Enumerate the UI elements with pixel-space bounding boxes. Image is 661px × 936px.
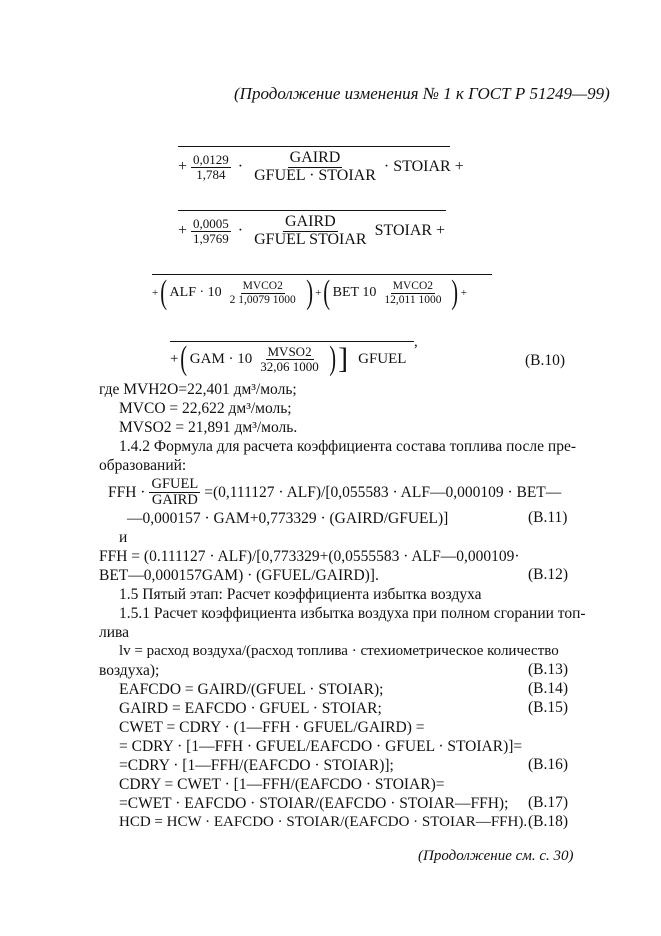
- formula-b12-line2: BET—0,000157GAM) · (GFUEL/GAIRD)].: [99, 567, 379, 584]
- section-1-4-2: 1.4.2 Формула для расчета коэффициента состава топлива после пре-: [119, 438, 576, 455]
- overline: [178, 146, 450, 147]
- formula-b16-line3: =CDRY · [1—FFH/(EAFCDO · STOIAR)];: [119, 757, 394, 774]
- formula-b10-line1: + $\frac{0,0129}{1,784}$ · $\frac{\text{GAIRD}}{\text{GFUEL · STOIAR}}$ · STOIAR +: [178, 149, 464, 184]
- formula-b16-line1: CWET = CDRY · (1—FFH · GFUEL/GAIRD) =: [119, 719, 425, 736]
- close-paren: ): [451, 274, 459, 311]
- formula-b17-line1: CDRY = CWET · [1—FFH/(EAFCDO · STOIAR)=: [119, 776, 445, 793]
- constant-mvso2: MVSO2 = 21,891 дм³/моль.: [119, 419, 298, 436]
- fraction: $\frac{\text{MVCO2}}{2 1,0079 1000}$: [229, 280, 296, 306]
- fraction: $\frac{0,0005}{1,9769}$: [193, 216, 229, 246]
- fraction: $\frac{\text{MVCO2}}{12,011 1000}$: [384, 280, 442, 306]
- equation-number: (B.17): [528, 794, 569, 811]
- conjunction: и: [119, 529, 128, 546]
- formula-b10-line3: + ( ALF · 10 $\frac{\text{MVCO2}}{2 1,0079 1000}$ ) + ( BET 10 $\frac{\text{MVCO2}}{12,011 1000}$ ) +: [152, 274, 467, 311]
- formula-b11: FFH · $\frac{\text{GFUEL}}{\text{GAIRD}}$ =(0,111127 · ALF)/[0,055583 · ALF—0,000109 · BET—: [108, 476, 562, 509]
- formula-b11-line2: —0,000157 · GAM+0,773329 · (GAIRD/GFUEL)]: [127, 510, 449, 527]
- fraction: $\frac{\text{GAIRD}}{\text{GFUEL · STOIAR}}$: [254, 149, 376, 184]
- close-paren: ): [329, 340, 336, 377]
- fraction: $\frac{\text{GAIRD}}{\text{GFUEL STOIAR}}$: [254, 213, 367, 248]
- equation-number: (B.16): [528, 756, 569, 773]
- formula-b17-line2: =CWET · EAFCDO · STOIAR/(EAFCDO · STOIAR—FFH);: [119, 795, 509, 812]
- plus-sign: +: [178, 158, 188, 176]
- formula-b10-line2: + $\frac{0,0005}{1,9769}$ · $\frac{\text{GAIRD}}{\text{GFUEL STOIAR}}$ STOIAR +: [178, 213, 446, 248]
- formula-b14: EAFCDO = GAIRD/(GFUEL · STOIAR);: [119, 681, 384, 698]
- constant-mvh2o: где MVH2O=22,401 дм³/моль;: [99, 381, 297, 398]
- section-1-5-1: 1.5.1 Расчет коэффициента избытка воздуха при полном сгорании топ-: [119, 605, 586, 622]
- equation-number: (B.12): [528, 566, 569, 583]
- formula-b12-line1: FFH = (0.111127 · ALF)/[0,773329+(0,0555583 · ALF—0,000109·: [99, 548, 520, 565]
- equation-number: (B.14): [528, 680, 569, 697]
- equation-number: (B.10): [525, 352, 566, 369]
- constant-mvco: MVCO = 22,622 дм³/моль;: [119, 400, 292, 417]
- equation-number: (B.13): [528, 661, 569, 678]
- overline: [152, 274, 492, 275]
- overline: [178, 210, 446, 211]
- continuation-note: (Продолжение см. с. 30): [418, 848, 574, 864]
- fraction: $\frac{\text{MVSO2}}{32,06 1000}$: [260, 343, 319, 374]
- running-header: (Продолжение изменения № 1 к ГОСТ Р 51249—99): [234, 84, 610, 103]
- section-1-5-title: 1.5 Пятый этап: Расчет коэффициента избытка воздуха: [119, 586, 482, 603]
- formula-b13-line2: воздуха);: [99, 662, 160, 679]
- equation-number: (B.15): [528, 699, 569, 716]
- comma: ,: [414, 334, 418, 350]
- section-1-4-2-cont: образований:: [99, 457, 187, 474]
- equation-number: (B.11): [528, 509, 568, 526]
- formula-b13-line1: lv = расход воздуха/(расход топлива · стехиометрическое количество: [119, 643, 559, 659]
- open-paren: (: [180, 340, 188, 377]
- fraction: $\frac{0,0129}{1,784}$: [193, 152, 229, 182]
- close-paren: ): [306, 274, 313, 311]
- section-1-5-1-cont: лива: [99, 624, 130, 641]
- formula-b10-line4: + ( GAM · 10 $\frac{\text{MVSO2}}{32,06 1000}$ ) ] GFUEL: [170, 340, 407, 377]
- formula-b16-line2: = CDRY · [1—FFH · GFUEL/EAFCDO · GFUEL · STOIAR)]=: [119, 738, 523, 755]
- open-paren: (: [323, 274, 331, 311]
- formula-b18: HCD = HCW · EAFCDO · STOIAR/(EAFCDO · STOIAR—FFH).: [119, 814, 528, 830]
- open-paren: (: [160, 274, 168, 311]
- formula-b15: GAIRD = EAFCDO · GFUEL · STOIAR;: [119, 700, 382, 717]
- equation-number: (B.18): [528, 813, 569, 830]
- fraction: $\frac{\text{GFUEL}}{\text{GAIRD}}$: [151, 476, 199, 509]
